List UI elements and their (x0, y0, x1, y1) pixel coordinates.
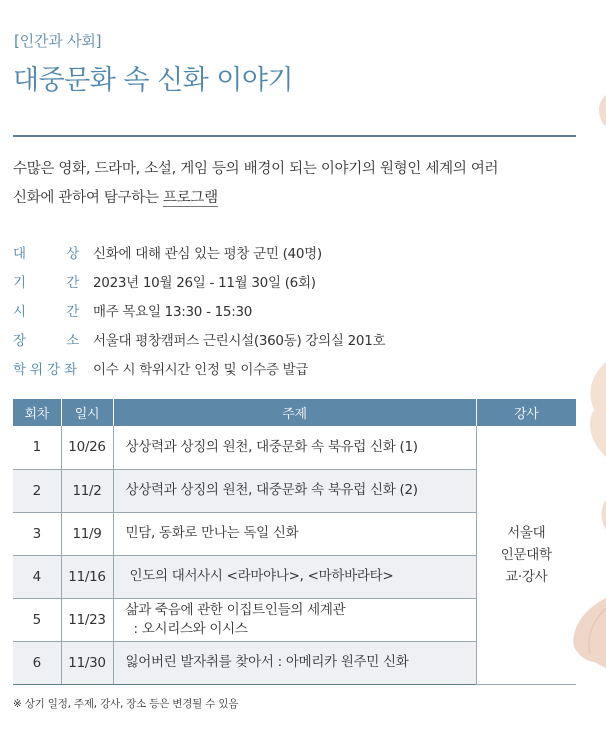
info-label-char: 좌 (63, 361, 79, 378)
lecturer-line-2: 인문대학 (500, 546, 552, 563)
session-topic (113, 598, 476, 641)
session-number: 5 (13, 598, 61, 641)
session-topic (113, 641, 476, 684)
info-value: 매주 목요일 13:30 - 15:30 (93, 303, 253, 320)
info-label-char: 학 (13, 361, 29, 378)
intro-line-2-text: 신화에 관하여 탐구하는 (13, 190, 163, 206)
session-number: 3 (13, 512, 61, 555)
intro-line-2 (13, 184, 573, 213)
session-topic (113, 555, 476, 598)
session-topic-line: 인도의 대서사시 <라마야나>, <마하바라타> (125, 568, 394, 584)
session-date: 11/16 (61, 555, 113, 598)
info-label-char: 시 (13, 303, 26, 320)
category-label: [인간과 사회] (14, 32, 102, 50)
lecturer-line-3: 교·강사 (505, 568, 548, 585)
info-list (13, 237, 573, 382)
info-label (13, 358, 93, 378)
info-label-char: 강 (46, 361, 63, 378)
leaf-decoration-bottom-icon (570, 598, 606, 668)
session-date: 11/30 (61, 641, 113, 684)
info-row (13, 324, 573, 353)
leaf-decoration-top-icon (596, 95, 606, 125)
session-number: 1 (13, 426, 61, 469)
session-topic-line: 잃어버린 발자취를 찾아서 : 아메리카 원주민 신화 (125, 654, 409, 670)
header-date: 일시 (61, 399, 113, 426)
title-divider (13, 135, 576, 137)
session-topic-line: 상상력과 상징의 원천, 대중문화 속 북유럽 신화 (1) (125, 438, 418, 455)
intro-line-1: 수많은 영화, 드라마, 소설, 게임 등의 배경이 되는 이야기의 원형인 세계의 여러 (13, 161, 499, 177)
session-number: 6 (13, 641, 61, 684)
header-lecturer: 강사 (476, 399, 576, 426)
header-topic: 주제 (113, 399, 476, 426)
session-date: 10/26 (61, 426, 113, 469)
session-date: 11/23 (61, 598, 113, 641)
info-row (13, 266, 573, 295)
intro-text (13, 155, 573, 213)
info-row (13, 295, 573, 324)
leaf-decoration-middle-icon (584, 362, 606, 457)
info-label-char: 상 (66, 245, 79, 262)
info-value: 이수 시 학위시간 인정 및 이수증 발급 (93, 361, 309, 378)
session-topic (113, 512, 476, 555)
info-value: 서울대 평창캠퍼스 근린시설(360동) 강의실 201호 (93, 332, 386, 349)
session-number: 4 (13, 555, 61, 598)
session-topic-line: 상상력과 상징의 원천, 대중문화 속 북유럽 신화 (2) (125, 482, 418, 498)
session-topic-line: 삶과 죽음에 관한 이집트인들의 세계관 (125, 601, 346, 618)
session-topic (113, 426, 476, 469)
session-topic-subline: : 오시리스와 이시스 (125, 620, 248, 637)
info-value: 2023년 10월 26일 - 11월 30일 (6회) (93, 274, 316, 291)
info-label-char: 소 (66, 332, 79, 349)
info-value: 신화에 대해 관심 있는 평창 군민 (40명) (93, 245, 322, 262)
info-label (13, 300, 93, 320)
footnote: ※ 상기 일정, 주제, 강사, 장소 등은 변경될 수 있음 (13, 698, 239, 710)
lecturer-cell (476, 426, 576, 684)
info-row (13, 353, 573, 382)
info-label (13, 242, 93, 262)
info-label-char: 장 (13, 332, 26, 349)
page-title: 대중문화 속 신화 이야기 (13, 65, 294, 96)
info-label-char: 위 (29, 361, 46, 378)
info-label (13, 271, 93, 291)
lecturer-line-1: 서울대 (507, 524, 546, 541)
info-row (13, 237, 573, 266)
session-topic (113, 469, 476, 512)
session-date: 11/9 (61, 512, 113, 555)
table-row (13, 426, 576, 469)
info-label-char: 간 (66, 303, 79, 320)
info-label-char: 간 (66, 274, 79, 291)
session-number: 2 (13, 469, 61, 512)
intro-line-2-underlined: 프로그램 (163, 190, 218, 206)
info-label (13, 329, 93, 349)
session-topic-line: 민담, 동화로 만나는 독일 신화 (125, 525, 299, 541)
schedule-table (13, 399, 576, 685)
leaf-decoration-small-icon (598, 500, 606, 530)
session-date: 11/2 (61, 469, 113, 512)
info-label-char: 기 (13, 274, 26, 291)
header-session: 회차 (13, 399, 61, 426)
info-label-char: 대 (13, 245, 26, 262)
table-header-row (13, 399, 576, 426)
